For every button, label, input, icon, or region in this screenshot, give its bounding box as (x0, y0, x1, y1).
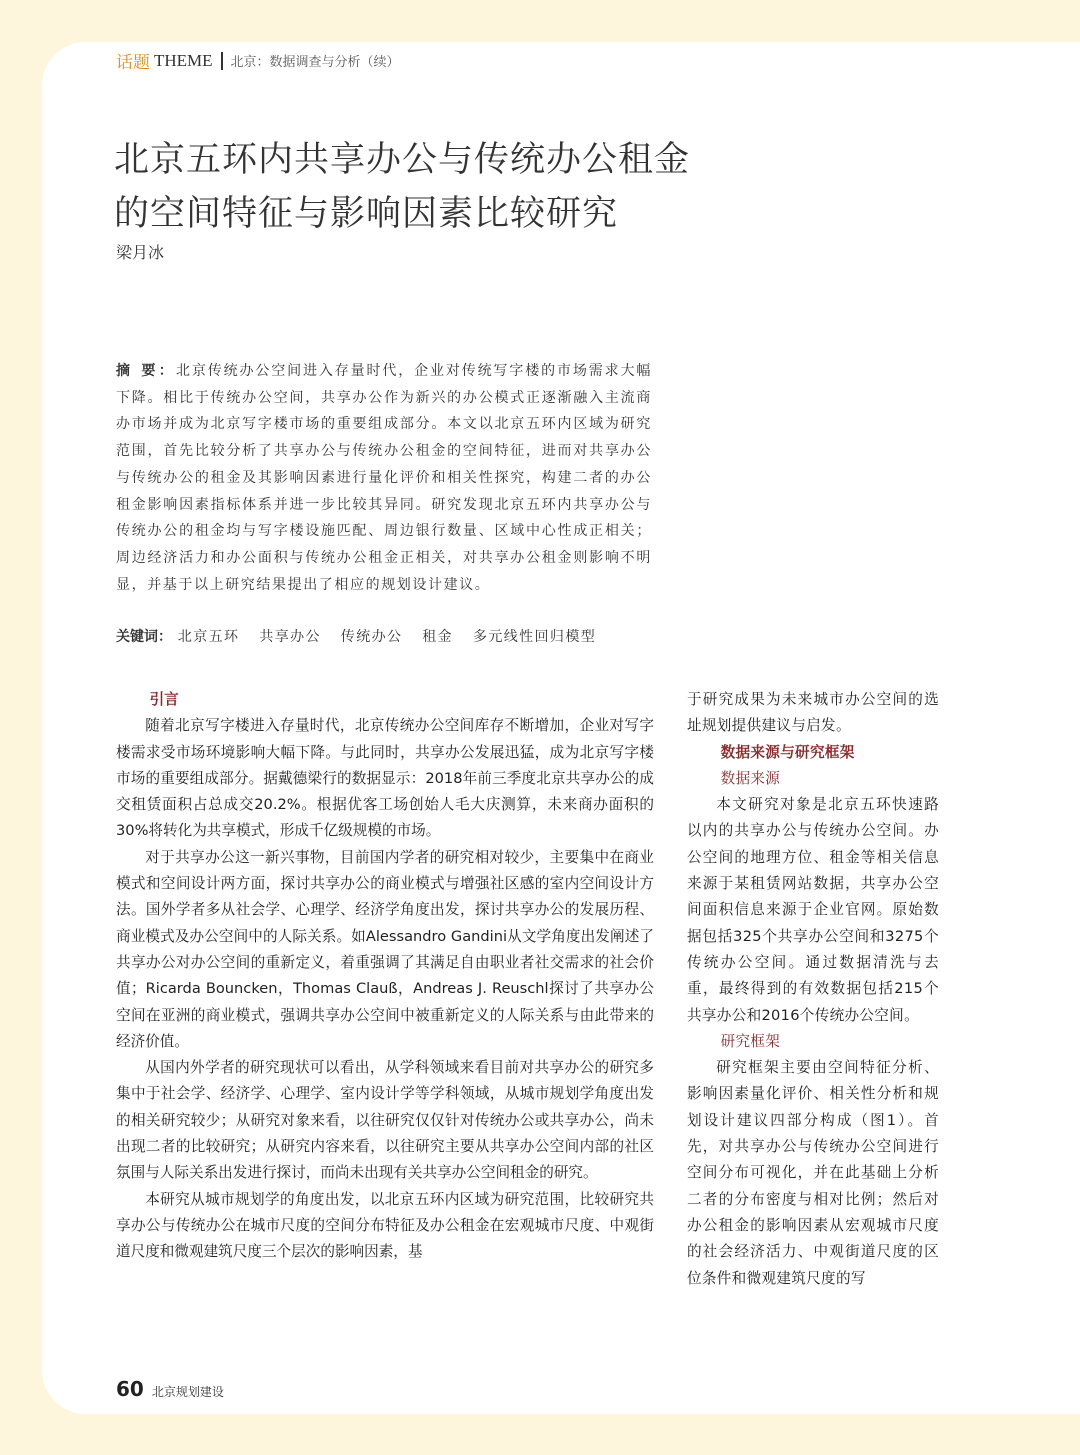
body-column-right (687, 687, 939, 1292)
title-line-1: 北京五环内共享办公与传统办公租金 (114, 140, 691, 181)
title-line-2: 的空间特征与影响因素比较研究 (114, 194, 619, 235)
keyword: 多元线性回归模型 (472, 629, 597, 645)
keyword: 北京五环 (177, 629, 240, 645)
abstract-label: 摘 要： (116, 363, 176, 379)
keyword: 共享办公 (259, 629, 321, 645)
subheading-framework: 研究框架 (720, 1032, 781, 1050)
paragraph: 于研究成果为未来城市办公空间的选址规划提供建议与启发。 (687, 691, 939, 735)
paragraph: 随着北京写字楼进入存量时代，北京传统办公空间库存不断增加，企业对写字楼需求受市场环境影响大幅下降。与此同时，共享办公发展迅猛，成为北京写字楼市场的重要组成部分。据戴德梁行的数据显示：2018年前三季度北京共享办公的成交租赁面积占总成交20.2%。根据优客工场创始人毛大庆测算，未来商办面积的30%将转化为共享模式，形成千亿级规模的市场。 (116, 717, 654, 840)
header-topic: 话题 (116, 53, 150, 73)
subheading-data-source: 数据来源 (720, 769, 781, 787)
running-header (116, 48, 400, 73)
publication-name: 北京规划建设 (151, 1385, 224, 1399)
header-theme: THEME (154, 50, 213, 70)
page (42, 42, 1080, 1414)
keywords (116, 626, 676, 646)
keyword: 租金 (422, 629, 454, 645)
keywords-label: 关键词： (116, 629, 172, 645)
paragraph: 本研究从城市规划学的角度出发，以北京五环内区域为研究范围，比较研究共享办公与传统办公在城市尺度的空间分布特征及办公租金在宏观城市尺度、中观街道尺度和微观建筑尺度三个层次的影响因素，基 (116, 1190, 654, 1261)
header-divider (221, 52, 223, 70)
paragraph: 研究框架主要由空间特征分析、影响因素量化评价、相关性分析和规划设计建议四部分构成（图1）。首先，对共享办公与传统办公空间进行空间分布可视化，并在此基础上分析二者的分布密度与相对比例；然后对办公租金的影响因素从宏观城市尺度的社会经济活力、中观街道尺度的区位条件和微观建筑尺度的写 (687, 1059, 939, 1287)
abstract (116, 358, 652, 598)
heading-data-framework: 数据来源与研究框架 (720, 743, 855, 761)
paragraph: 本文研究对象是北京五环快速路以内的共享办公与传统办公空间。办公空间的地理方位、租金等相关信息来源于某租赁网站数据，共享办公空间面积信息来源于企业官网。原始数据包括325个共享办公空间和3275个传统办公空间。通过数据清洗与去重，最终得到的有效数据包括215个共享办公和2016个传统办公空间。 (687, 796, 939, 1024)
page-number: 60 (116, 1377, 144, 1401)
body-column-left (116, 687, 654, 1266)
paragraph: 从国内外学者的研究现状可以看出，从学科领域来看目前对共享办公的研究多集中于社会学、经济学、心理学、室内设计学等学科领域，从城市规划学角度出发的相关研究较少；从研究对象来看，以往研究仅仅针对传统办公或共享办公，尚未出现二者的比较研究；从研究内容来看，以往研究主要从共享办公空间内部的社区氛围与人际关系出发进行探讨，而尚未出现有关共享办公空间租金的研究。 (116, 1059, 654, 1182)
article-title (114, 133, 874, 241)
heading-introduction: 引言 (149, 691, 179, 708)
header-section: 北京：数据调查与分析（续） (230, 55, 400, 70)
abstract-text: 北京传统办公空间进入存量时代，企业对传统写字楼的市场需求大幅下降。相比于传统办公空间，共享办公作为新兴的办公模式正逐渐融入主流商办市场并成为北京写字楼市场的重要组成部分。本文以北京五环内区域为研究范围，首先比较分析了共享办公与传统办公租金的空间特征，进而对共享办公与传统办公的租金及其影响因素进行量化评价和相关性探究，构建二者的办公租金影响因素指标体系并进一步比较其异同。研究发现北京五环内共享办公与传统办公的租金均与写字楼设施匹配、周边银行数量、区域中心性成正相关；周边经济活力和办公面积与传统办公租金正相关，对共享办公租金则影响不明显，并基于以上研究结果提出了相应的规划设计建议。 (116, 363, 653, 593)
author: 梁月冰 (116, 243, 165, 262)
keyword: 传统办公 (340, 629, 403, 645)
paragraph: 对于共享办公这一新兴事物，目前国内学者的研究相对较少，主要集中在商业模式和空间设计两方面，探讨共享办公的商业模式与增强社区感的室内空间设计方法。国外学者多从社会学、心理学、经济学角度出发，探讨共享办公的发展历程、商业模式及办公空间中的人际关系。如Alessandro Gandini从文学角度出发阐述了共享办公对办公空间的重新定义，着重强调了其满足自由职业者社交需求的社会价值；Ricarda Bouncken，Thomas Clauß，Andreas J. Reuschl探讨了共享办公空间在亚洲的商业模式，强调共享办公空间中被重新定义的人际关系与由此带来的经济价值。 (116, 848, 654, 1050)
page-footer (116, 1377, 224, 1401)
